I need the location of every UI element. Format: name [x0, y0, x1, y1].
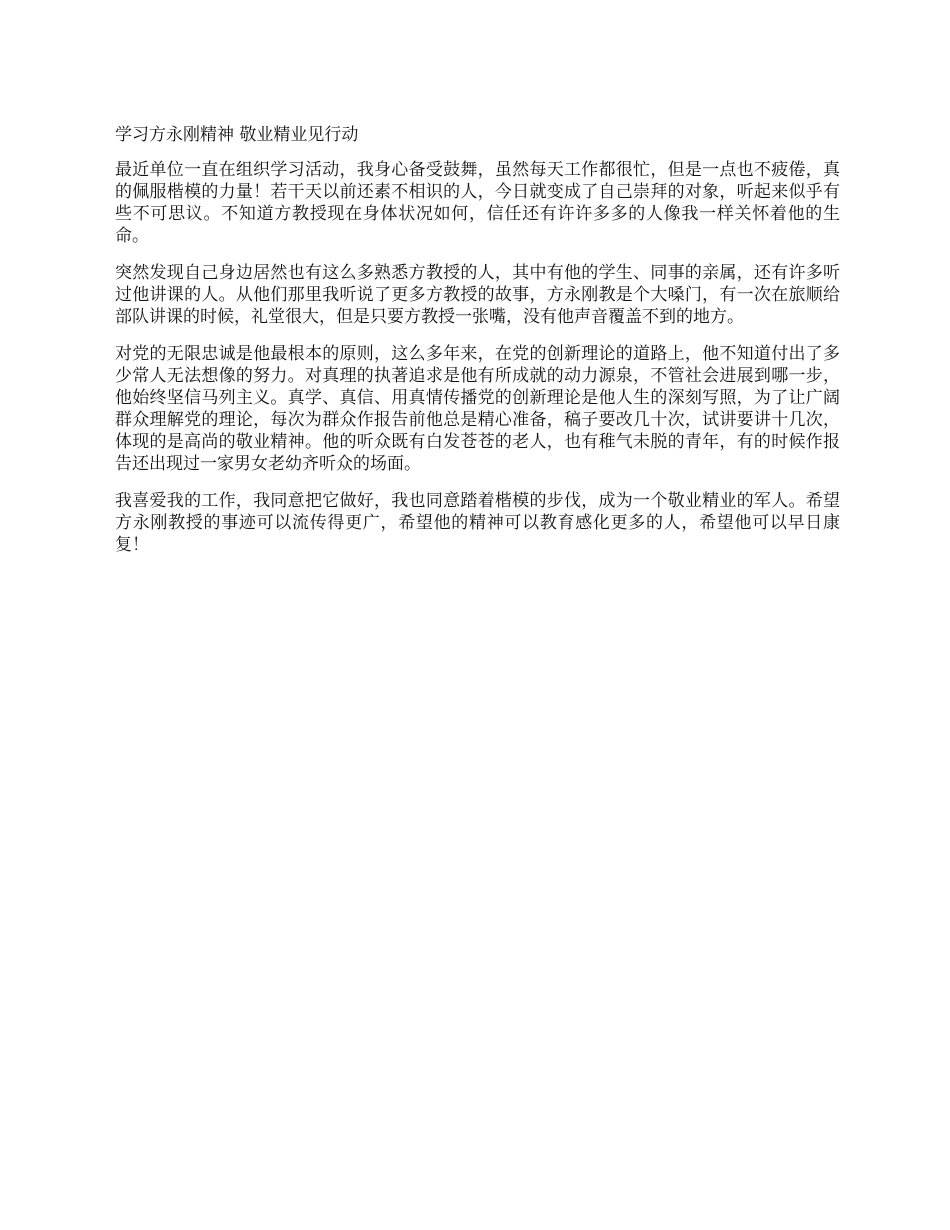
- document-title: 学习方永刚精神 敬业精业见行动: [115, 125, 359, 145]
- paragraph-4: 我喜爱我的工作，我同意把它做好，我也同意踏着楷模的步伐，成为一个敬业精业的军人。希望方永刚教授的事迹可以流传得更广，希望他的精神可以教育感化更多的人，希望他可以早日康复！: [115, 491, 840, 555]
- paragraph-2: 突然发现自己身边居然也有这么多熟悉方教授的人，其中有他的学生、同事的亲属，还有许多听过他讲课的人。从他们那里我听说了更多方教授的故事，方永刚教是个大嗓门，有一次在旅顺给部队讲课的时候，礼堂很大，但是只要方教授一张嘴，没有他声音覆盖不到的地方。: [115, 263, 840, 327]
- document-page: [115, 124, 840, 571]
- paragraph-1: 最近单位一直在组织学习活动，我身心备受鼓舞，虽然每天工作都很忙，但是一点也不疲倦，真的佩服楷模的力量！若干天以前还素不相识的人，今日就变成了自己崇拜的对象，听起来似乎有些不可思议。不知道方教授现在身体状况如何，信任还有许许多多的人像我一样关怀着他的生命。: [115, 160, 840, 246]
- paragraph-3: 对党的无限忠诚是他最根本的原则，这么多年来，在党的创新理论的道路上，他不知道付出了多少常人无法想像的努力。对真理的执著追求是他有所成就的动力源泉，不管社会进展到哪一步，他始终坚信马列主义。真学、真信、用真情传播党的创新理论是他人生的深刻写照，为了让广阔群众理解党的理论，每次为群众作报告前他总是精心准备，稿子要改几十次，试讲要讲十几次，体现的是高尚的敬业精神。他的听众既有白发苍苍的老人，也有稚气未脱的青年，有的时候作报告还出现过一家男女老幼齐听众的场面。: [115, 344, 840, 474]
